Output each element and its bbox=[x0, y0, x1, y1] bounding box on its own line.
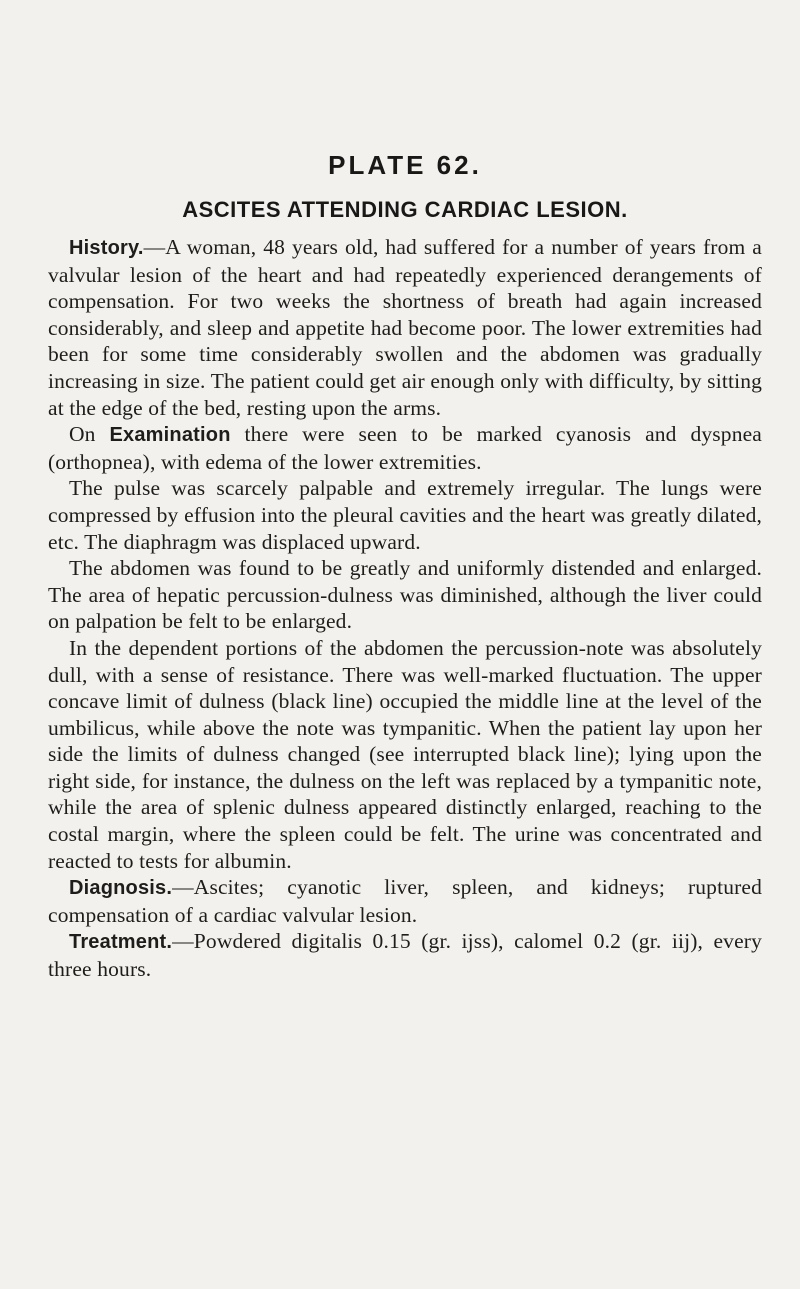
paragraph-treatment bbox=[48, 928, 762, 982]
pulse-text: The pulse was scarcely palpable and extremely irregular. The lungs were compressed by effusion into the pleural cavities and the heart was greatly dilated, etc. The diaphragm was displaced upward. bbox=[48, 476, 762, 554]
paragraph-history bbox=[48, 234, 762, 421]
history-text: —A woman, 48 years old, had suffered for a number of years from a valvular lesion of the heart and had repeatedly experienced derangements of compensation. For two weeks the shortness of breath had again increased considerably, and sleep and appetite had become poor. The lower extremities had been for some time considerably swollen and the abdomen was gradually increasing in size. The patient could get air enough only with difficulty, by sitting at the edge of the bed, resting upon the arms. bbox=[48, 235, 762, 420]
treatment-heading: Treatment. bbox=[69, 931, 173, 954]
plate-title: PLATE 62. bbox=[328, 150, 482, 180]
paragraph-dulness bbox=[48, 635, 762, 874]
paragraph-examination bbox=[48, 421, 762, 475]
paragraph-diagnosis bbox=[48, 874, 762, 928]
history-heading: History. bbox=[69, 237, 144, 259]
paragraph-pulse bbox=[48, 475, 762, 555]
examination-text: there were seen to be marked cyanosis and dyspnea (orthopnea), with edema of the lower extremities. bbox=[48, 422, 762, 474]
case-title: ASCITES ATTENDING CARDIAC LESION. bbox=[182, 197, 628, 222]
examination-heading: Examination bbox=[109, 424, 231, 447]
treatment-text: —Powdered digitalis 0.15 (gr. ijss), calomel 0.2 (gr. iij), every three hours. bbox=[48, 929, 762, 982]
diagnosis-text: —Ascites; cyanotic liver, spleen, and kidneys; ruptured compensation of a cardiac valvular lesion. bbox=[48, 875, 762, 927]
examination-prefix: On bbox=[69, 422, 110, 447]
abdomen-text: The abdomen was found to be greatly and uniformly distended and enlarged. The area of hepatic percussion-dulness was diminished, although the liver could on palpation be felt to be enlarged. bbox=[48, 556, 762, 634]
paragraph-abdomen bbox=[48, 555, 762, 635]
dulness-text: In the dependent portions of the abdomen the percussion-note was absolutely dull, with a sense of resistance. There was well-marked fluctuation. The upper concave limit of dulness (black line) occupied the middle line at the level of the umbilicus, while above the note was tympanitic. When the patient lay upon her side the limits of dulness changed (see interrupted black line); lying upon the right side, for instance, the dulness on the left was replaced by a tympanitic note, while the area of splenic dulness appeared distinctly enlarged, reaching to the costal margin, where the spleen could be felt. The urine was concentrated and reacted to tests for albumin. bbox=[48, 635, 762, 873]
page bbox=[48, 150, 762, 983]
diagnosis-heading: Diagnosis. bbox=[69, 877, 173, 900]
